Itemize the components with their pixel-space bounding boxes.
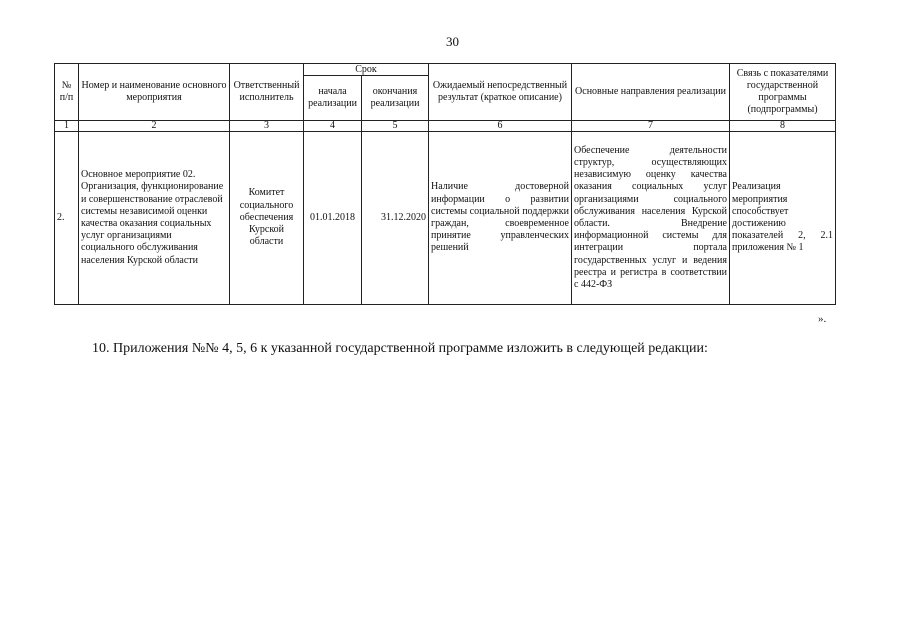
row-directions: Обеспечение деятельности структур, осуществляющих независимую оценку качества оказания социальных услуг организациями социального обслуживания населения Курской области. Внедрение информационной системы для интеграции портала государственных услуг и ведения реестра и регистра в соответствии с 442-ФЗ (572, 132, 730, 305)
column-number: 7 (572, 121, 730, 132)
header-result: Ожидаемый непосредственный результат (краткое описание) (429, 64, 572, 121)
column-number: 6 (429, 121, 572, 132)
row-start: 01.01.2018 (304, 132, 362, 305)
column-number: 3 (230, 121, 304, 132)
row-name: Основное мероприятие 02. Организация, функционирование и совершенствование отраслевой системы независимой оценки качества оказания социальных услуг организациями социального обслуживания населения Курской области (79, 132, 230, 305)
row-link: Реализация мероприятия способствует достижению показателей 2, 2.1 приложения № 1 (730, 132, 836, 305)
header-num: № п/п (55, 64, 79, 121)
column-number: 8 (730, 121, 836, 132)
paragraph-10: 10. Приложения №№ 4, 5, 6 к указанной государственной программе изложить в следующей редакции: (92, 341, 708, 356)
header-end: окончания реализации (362, 76, 429, 121)
header-name: Номер и наименование основного мероприятия (79, 64, 230, 121)
header-link: Связь с показателями государственной программы (подпрограммы) (730, 64, 836, 121)
header-responsible: Ответственный исполнитель (230, 64, 304, 121)
measures-table (54, 63, 836, 305)
column-number: 4 (304, 121, 362, 132)
column-number: 1 (55, 121, 79, 132)
column-number: 5 (362, 121, 429, 132)
column-number-row (55, 121, 836, 132)
row-result: Наличие достоверной информации о развитии системы социальной поддержки граждан, своевременное принятие управленческих решений (429, 132, 572, 305)
column-number: 2 (79, 121, 230, 132)
header-term: Срок (304, 64, 429, 76)
page-number: 30 (446, 34, 459, 49)
header-start: начала реализации (304, 76, 362, 121)
header-directions: Основные направления реализации (572, 64, 730, 121)
row-end: 31.12.2020 (362, 132, 429, 305)
closing-quote: ». (818, 313, 827, 325)
table-row (55, 132, 836, 305)
row-num: 2. (55, 132, 79, 305)
row-responsible: Комитет социального обеспечения Курской области (230, 132, 304, 305)
